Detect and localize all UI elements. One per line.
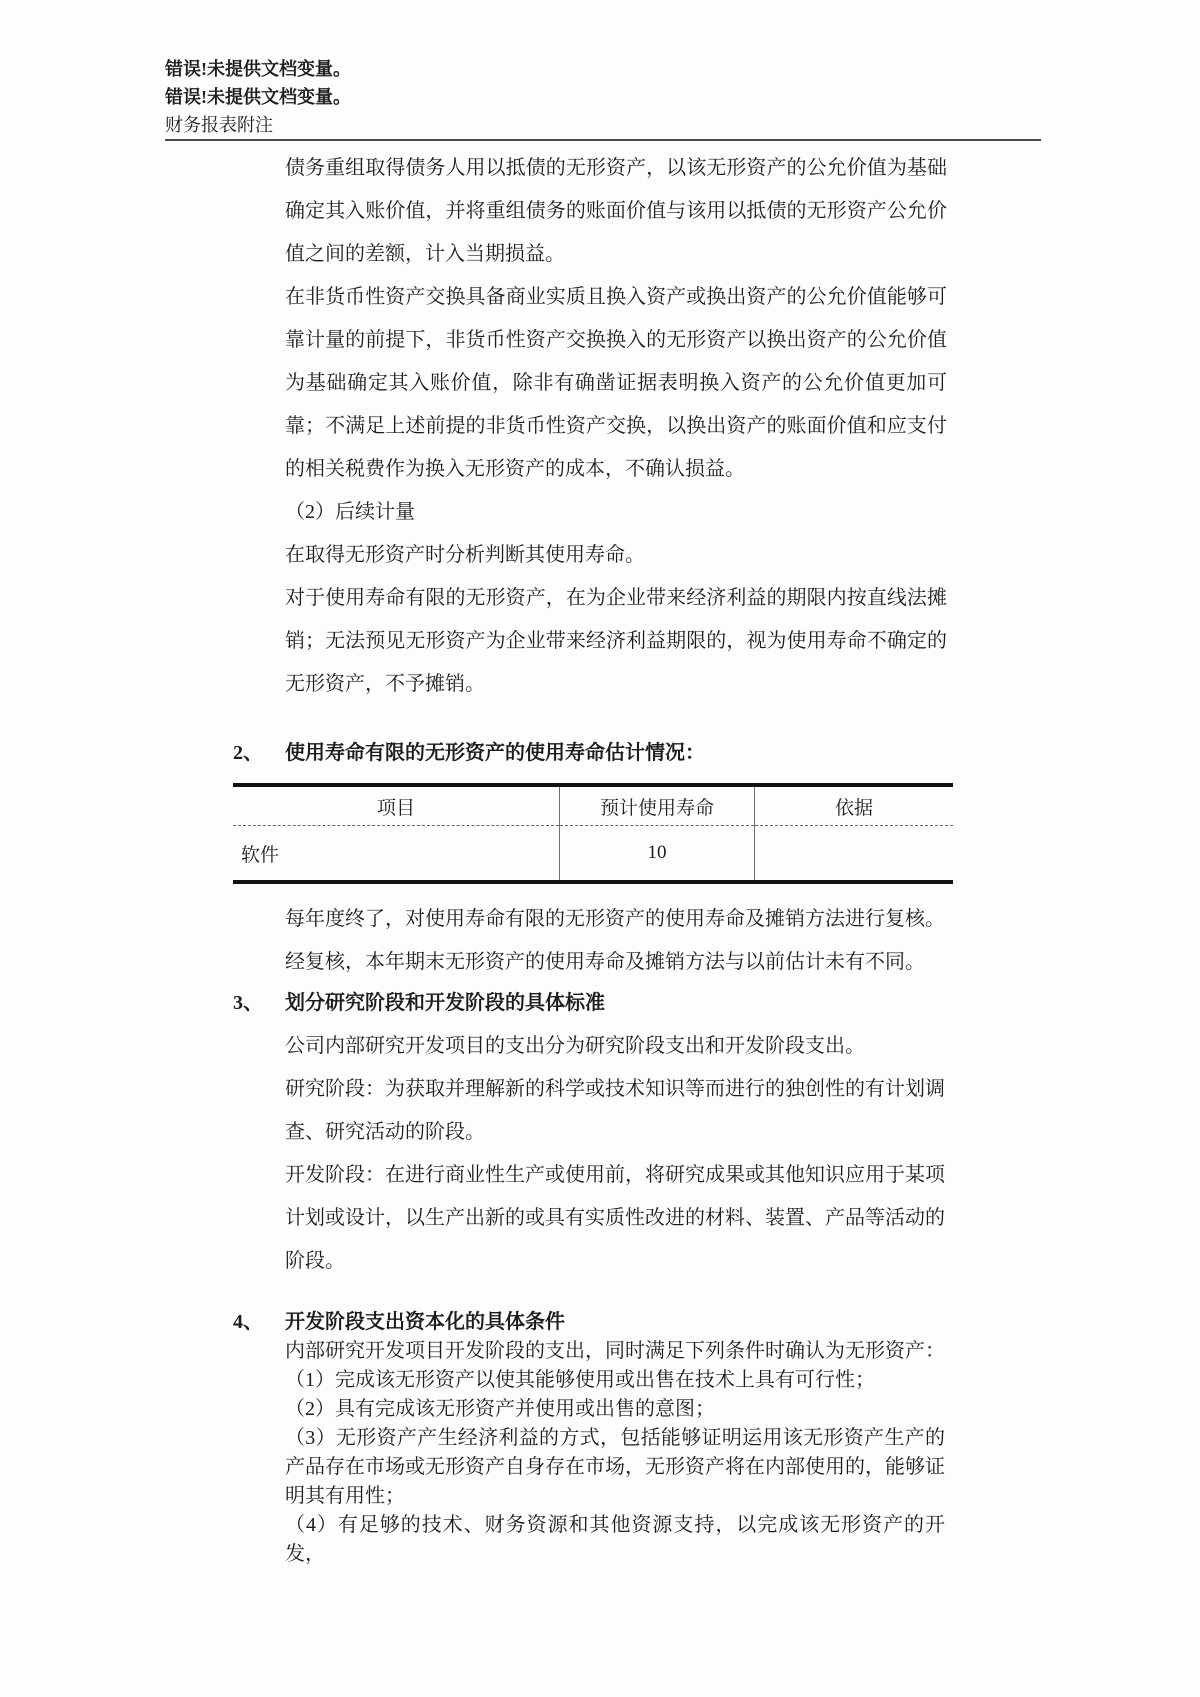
paragraph: 研究阶段：为获取并理解新的科学或技术知识等而进行的独创性的有计划调查、研究活动的阶段。: [285, 1078, 945, 1143]
paragraph: 对于使用寿命有限的无形资产，在为企业带来经济利益的期限内按直线法摊销；无法预见无形资产为企业带来经济利益期限的，视为使用寿命不确定的无形资产，不予摊销。: [285, 587, 947, 695]
section-3-number: 3、: [233, 992, 263, 1014]
list-item: （4）有足够的技术、财务资源和其他资源支持，以完成该无形资产的开发，: [285, 1514, 945, 1565]
section-capitalization-conditions: [233, 1308, 945, 1569]
paragraph-subheading: （2）后续计量: [285, 501, 415, 523]
section-4-title: 开发阶段支出资本化的具体条件: [285, 1311, 565, 1333]
section-3-body: [285, 1025, 945, 1283]
paragraph: 开发阶段：在进行商业性生产或使用前，将研究成果或其他知识应用于某项计划或设计，以生产出新的或具有实质性改进的材料、装置、产品等活动的阶段。: [285, 1164, 945, 1272]
header-doc-variable-error-2: 错误!未提供文档变量。: [165, 87, 351, 107]
section-2-title: 使用寿命有限的无形资产的使用寿命估计情况：: [285, 742, 705, 764]
paragraph: 内部研究开发项目开发阶段的支出，同时满足下列条件时确认为无形资产：: [285, 1340, 945, 1362]
page-header: [165, 55, 1045, 139]
section-2-heading: [233, 738, 945, 783]
table-row: [233, 826, 953, 883]
table-header-item: 项目: [233, 785, 560, 826]
header-divider: [165, 139, 1041, 141]
paragraph: 每年度终了，对使用寿命有限的无形资产的使用寿命及摊销方法进行复核。: [285, 908, 945, 930]
section-4-body: [285, 1337, 945, 1569]
paragraph: 在非货币性资产交换具备商业实质且换入资产或换出资产的公允价值能够可靠计量的前提下，非货币性资产交换换入的无形资产以换出资产的公允价值为基础确定其入账价值，除非有确凿证据表明换入资产的公允价值更加可靠；不满足上述前提的非货币性资产交换，以换出资产的账面价值和应支付的相关税费作为换入无形资产的成本，不确认损益。: [285, 286, 947, 480]
table-cell-basis: [755, 826, 954, 883]
section-4-heading: [233, 1308, 945, 1337]
header-doc-title: 财务报表附注: [165, 115, 273, 135]
intro-paragraphs: [285, 147, 947, 706]
paragraph: 经复核，本年期末无形资产的使用寿命及摊销方法与以前估计未有不同。: [285, 951, 925, 973]
table-header-basis: 依据: [755, 785, 954, 826]
section-4-number: 4、: [233, 1311, 263, 1333]
table-cell-item: 软件: [241, 844, 280, 866]
paragraph: 公司内部研究开发项目的支出分为研究阶段支出和开发阶段支出。: [285, 1035, 865, 1057]
section-2-body: [285, 898, 945, 984]
list-item: （3）无形资产产生经济利益的方式，包括能够证明运用该无形资产生产的产品存在市场或无形资产自身存在市场，无形资产将在内部使用的，能够证明其有用性；: [285, 1427, 945, 1507]
section-research-development-criteria: [233, 982, 945, 1283]
section-3-heading: [233, 982, 945, 1025]
section-useful-life-estimate: [233, 738, 945, 984]
table-cell-life: 10: [560, 826, 755, 883]
list-item: （2）具有完成该无形资产并使用或出售的意图；: [285, 1398, 715, 1420]
list-item: （1）完成该无形资产以使其能够使用或出售在技术上具有可行性；: [285, 1369, 875, 1391]
section-2-number: 2、: [233, 742, 263, 764]
useful-life-table: [233, 783, 953, 884]
paragraph: 债务重组取得债务人用以抵债的无形资产，以该无形资产的公允价值为基础确定其入账价值，并将重组债务的账面价值与该用以抵债的无形资产公允价值之间的差额，计入当期损益。: [285, 157, 947, 265]
table-header-row: [233, 785, 953, 826]
table-header-expected-life: 预计使用寿命: [560, 785, 755, 826]
section-3-title: 划分研究阶段和开发阶段的具体标准: [285, 992, 605, 1014]
header-doc-variable-error-1: 错误!未提供文档变量。: [165, 59, 351, 79]
paragraph: 在取得无形资产时分析判断其使用寿命。: [285, 544, 645, 566]
